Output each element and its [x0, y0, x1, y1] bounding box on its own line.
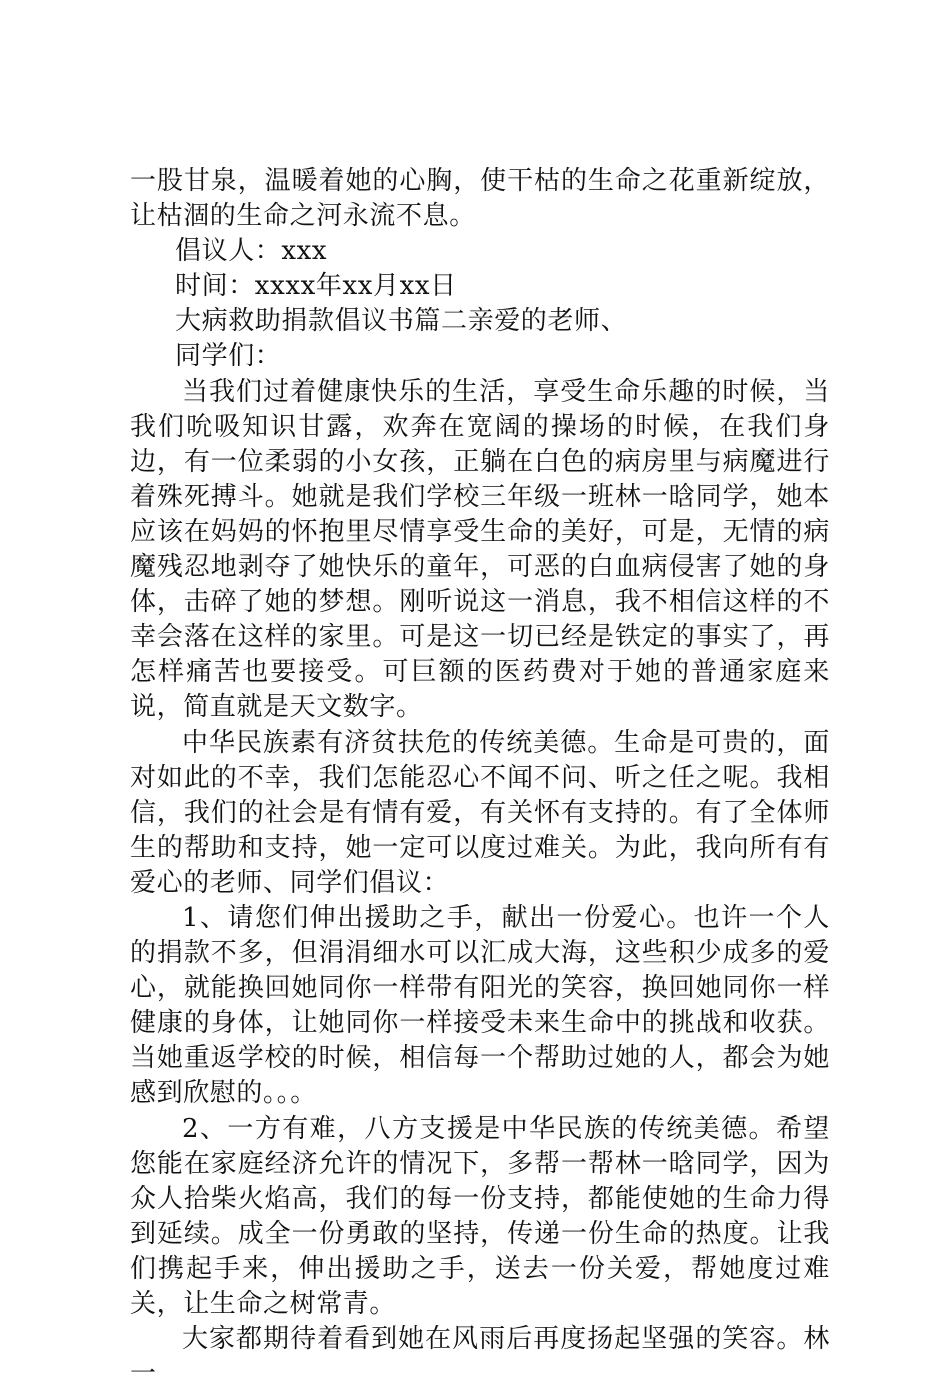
paragraph-situation: 当我们过着健康快乐的生活，享受生命乐趣的时候，当我们吮吸知识甘露，欢奔在宽阔的操场的时候，在我们身边，有一位柔弱的小女孩，正躺在白色的病房里与病魔进行着殊死搏斗。她就是我们学校三年级一班林一晗同学，她本应该在妈妈的怀抱里尽情享受生命的美好，可是，无情的病魔残忍地剥夺了她快乐的童年，可恶的白血病侵害了她的身体，击碎了她的梦想。刚听说这一消息，我不相信这样的不幸会落在这样的家里。可是这一切已经是铁定的事实了，再怎样痛苦也要接受。可巨额的医药费对于她的普通家庭来说，简直就是天文数字。	[130, 376, 830, 723]
document-body	[130, 164, 830, 1392]
paragraph-proposal-1: 1、请您们伸出援助之手，献出一份爱心。也许一个人的捐款不多，但涓涓细水可以汇成大海，这些积少成多的爱心，就能换回她同你一样带有阳光的笑容，换回她同你一样健康的身体，让她同你一样接受未来生命中的挑战和收获。当她重返学校的时候，相信每一个帮助过她的人，都会为她感到欣慰的。。。	[130, 902, 830, 1109]
paragraph-expectation: 大家都期待着看到她在风雨后再度扬起坚强的笑容。林一	[130, 1324, 830, 1390]
paragraph-appeal: 中华民族素有济贫扶危的传统美德。生命是可贵的，面对如此的不幸，我们怎能忍心不闻不问、听之任之呢。我相信，我们的社会是有情有爱，有关怀有支持的。有了全体师生的帮助和支持，她一定可以度过难关。为此，我向所有有爱心的老师、同学们倡议：	[130, 727, 830, 898]
paragraph-closing-blessing: 一股甘泉，温暖着她的心胸，使干枯的生命之花重新绽放，让枯涸的生命之河永流不息。	[130, 166, 830, 232]
paragraph-proposal-2: 2、一方有难，八方支援是中华民族的传统美德。希望您能在家庭经济允许的情况下，多帮一帮林一晗同学，因为众人拾柴火焰高，我们的每一份支持，都能使她的生命力得到延续。成全一份勇敢的坚持，传递一份生命的热度。让我们携起手来，伸出援助之手，送去一份关爱，帮她度过难关，让生命之树常青。	[130, 1113, 830, 1319]
section-heading: 大病救助捐款倡议书篇二亲爱的老师、	[175, 306, 628, 337]
signature-date: 时间：xxxx年xx月xx日	[175, 271, 457, 302]
signature-initiator: 倡议人：xxx	[175, 236, 328, 267]
salutation: 同学们：	[175, 341, 282, 372]
